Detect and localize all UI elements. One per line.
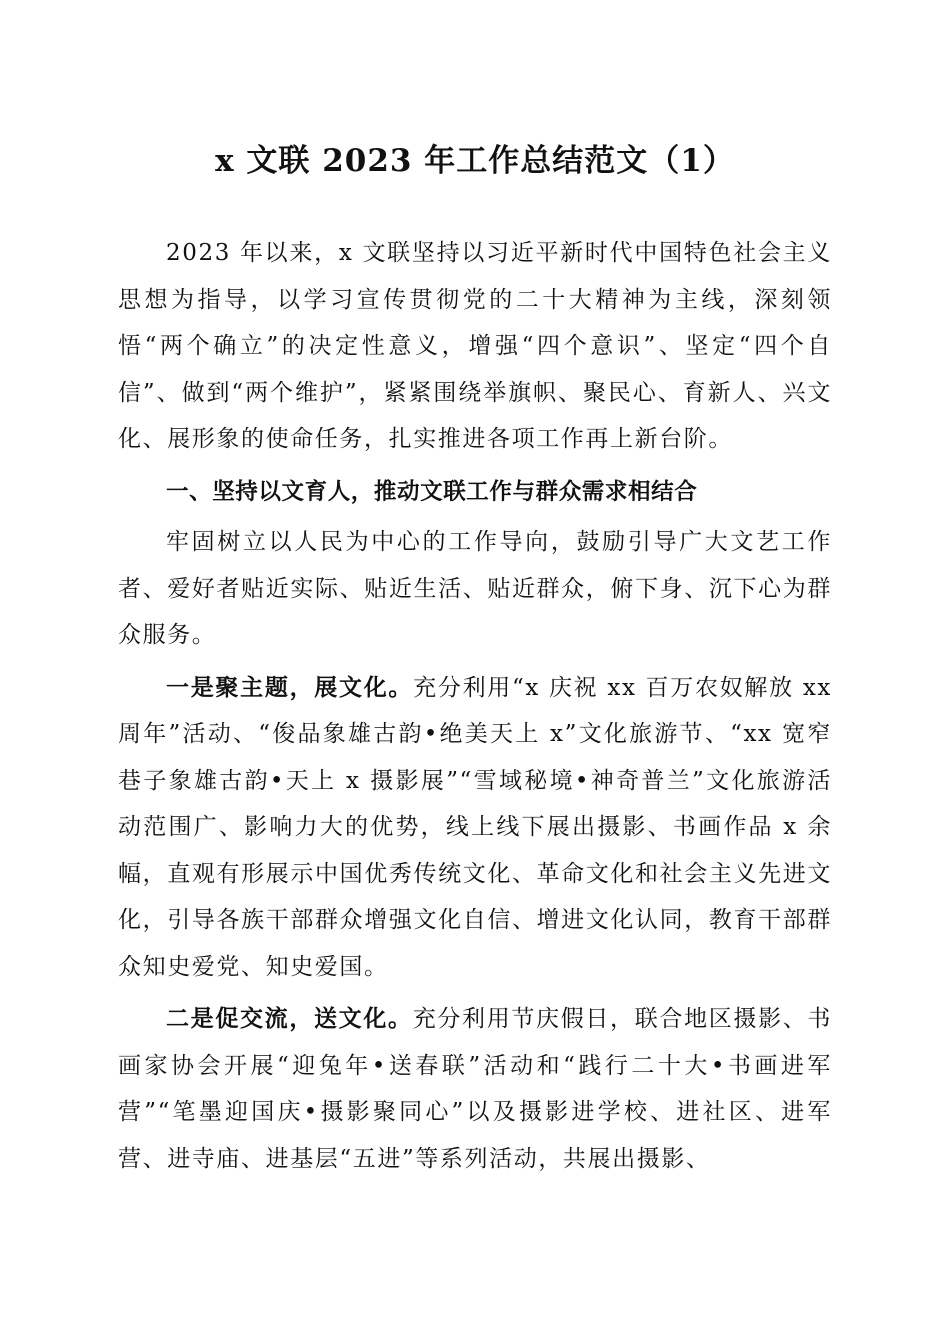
section-1-paragraph: 牢固树立以人民为中心的工作导向，鼓励引导广大文艺工作者、爱好者贴近实际、贴近生活、贴近群众，俯下身、沉下心为群众服务。 <box>118 529 832 648</box>
intro-paragraph: 2023 年以来，x 文联坚持以习近平新时代中国特色社会主义思想为指导，以学习宣传贯彻党的二十大精神为主线，深刻领悟“两个确立”的决定性意义，增强“四个意识”、坚定“四个自信”、做到“两个维护”，紧紧围绕举旗帜、聚民心、育新人、兴文化、展形象的使命任务，扎实推进各项工作再上新台阶。 <box>118 240 832 452</box>
section-heading-1: 一、坚持以文育人，推动文联工作与群众需求相结合 <box>166 478 698 505</box>
item-1-paragraph <box>118 665 832 991</box>
item-2-paragraph <box>118 996 832 1182</box>
item-1-lead: 一是聚主题，展文化。 <box>166 673 414 701</box>
item-2-text: 充分利用节庆假日，联合地区摄影、书画家协会开展“迎兔年•送春联”活动和“践行二十大•书画进军营”“笔墨迎国庆•摄影聚同心”以及摄影进学校、进社区、进军营、进寺庙、进基层“五进”等系列活动，共展出摄影、 <box>118 1006 833 1172</box>
item-2-lead: 二是促交流，送文化。 <box>166 1005 413 1032</box>
document-page <box>118 130 832 1188</box>
item-1-text: 充分利用“x 庆祝 xx 百万农奴解放 xx 周年”活动、“俊品象雄古韵•绝美天上 x”文化旅游节、“xx 宽窄巷子象雄古韵•天上 x 摄影展”“雪域秘境•神奇普兰”文化旅游活动范围广、影响力大的优势，线上线下展出摄影、书画作品 x 余幅，直观有形展示中国优秀传统文化、革命文化和社会主义先进文化，引导各族干部群众增强文化自信、增进文化认同，教育干部群众知史爱党、知史爱国。 <box>118 674 833 980</box>
document-title: x 文联 2023 年工作总结范文（1） <box>215 143 735 179</box>
